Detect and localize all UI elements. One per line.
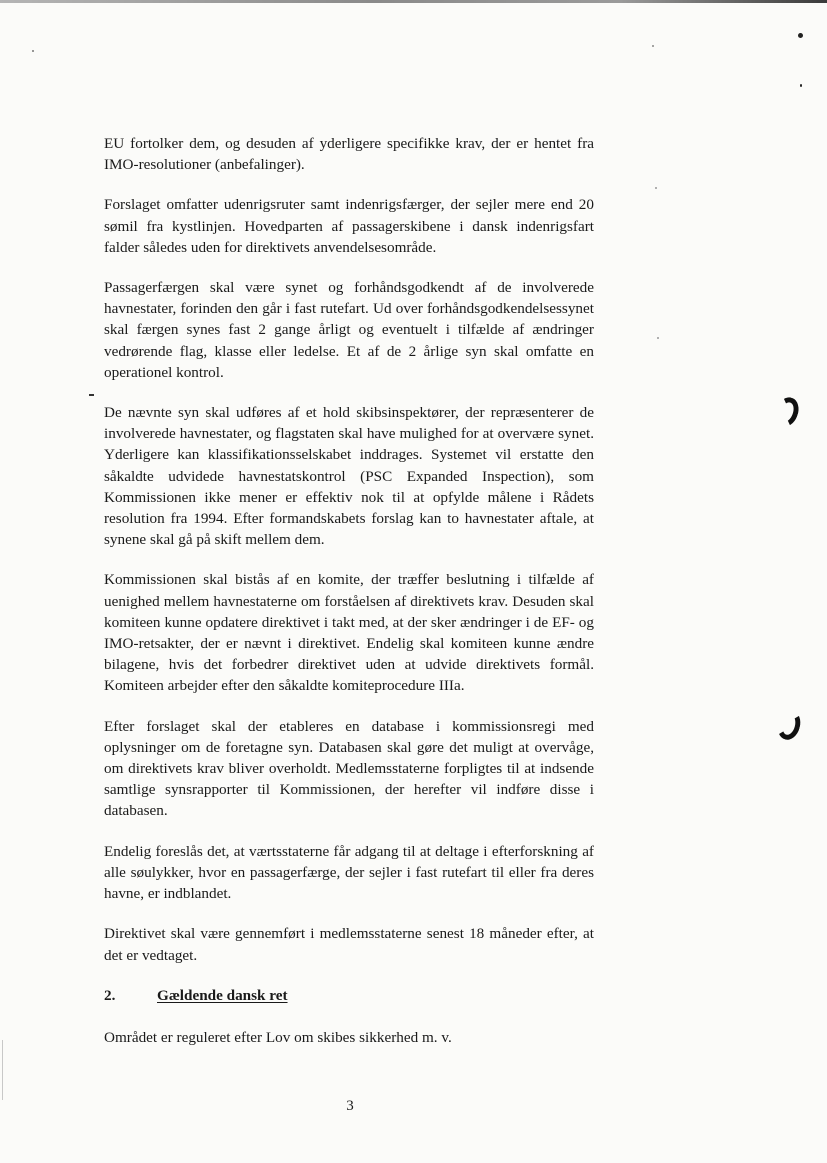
page-number: 3	[346, 1098, 354, 1114]
scan-speck	[798, 33, 803, 38]
paragraph: Endelig foreslås det, at værtsstaterne får adgang til at deltage i efterforskning af alle søulykker, hvor en passagerfærge, der sejler i fast rutefart til eller fra deres havne, er indblandet.	[104, 842, 594, 903]
section-heading	[104, 985, 594, 1006]
section-paragraph: Området er reguleret efter Lov om skibes sikkerhed m. v.	[104, 1028, 452, 1046]
paragraph: Kommissionen skal bistås af en komite, der træffer beslutning i tilfælde af uenighed mellem havnestaterne om forståelsen af direktivets krav. Desuden skal komiteen kunne opdatere direktivet i takt med, at der sker ændringer i de EF- og IMO-retsakter, der er nævnt i direktivet. Endelig skal komiteen kunne ændre bilagene, hvis det forbedrer direktivet uden at udvide direktivets formål. Komiteen arbejder efter den såkaldte komiteprocedure IIIa.	[104, 571, 594, 695]
section-title: Gældende dansk ret	[157, 986, 288, 1004]
scan-speck	[32, 50, 34, 52]
document-body	[104, 133, 594, 1067]
paragraph: De nævnte syn skal udføres af et hold skibsinspektører, der repræsenterer de involverede havnestater, og flagstaten skal have mulighed for at overvære synet. Yderligere kan klassifikationsselskabet inddrages. Systemet vil erstatte den såkaldte udvidede havnestatskontrol (PSC Expanded Inspection), som Kommissionen ikke mener er effektiv nok til at opfylde målene i Rådets resolution fra 1994. Efter formandskabets forslag kan to havnestater aftale, at synene skal gå på skift mellem dem.	[104, 404, 594, 549]
scan-speck	[657, 337, 659, 339]
paragraph: Forslaget omfatter udenrigsruter samt indenrigsfærger, der sejler mere end 20 sømil fra kystlinjen. Hovedparten af passagerskibene i dansk indenrigsfart falder således uden for direktivets anvendelsesområde.	[104, 196, 594, 256]
paragraph: Direktivet skal være gennemført i medlemsstaterne senest 18 måneder efter, at det er vedtaget.	[104, 925, 594, 964]
scan-top-edge	[0, 0, 827, 3]
punch-hole-mark	[772, 394, 803, 430]
section-number: 2.	[104, 986, 116, 1004]
paragraph: EU fortolker dem, og desuden af yderligere specifikke krav, der er hentet fra IMO-resolutioner (anbefalinger).	[104, 135, 594, 174]
margin-mark	[89, 394, 94, 396]
scan-artifact	[2, 1040, 3, 1100]
paragraph: Efter forslaget skal der etableres en database i kommissionsregi med oplysninger om de foretagne syn. Databasen skal gøre det muligt at overvåge, om direktivets krav bliver overholdt. Medlemsstaterne forpligtes til at indsende samtlige synsrapporter til Kommissionen, der herefter vil indføre disse i databasen.	[104, 717, 594, 820]
scan-speck	[652, 45, 654, 47]
scan-speck	[800, 84, 802, 87]
scan-speck	[655, 187, 657, 189]
punch-hole-mark	[774, 708, 803, 743]
paragraph: Passagerfærgen skal være synet og forhåndsgodkendt af de involverede havnestater, forinden den går i fast rutefart. Ud over forhåndsgodkendelsessynet skal færgen synes fast 2 gange årligt og eventuelt i tilfælde af ændringer vedrørende flag, klasse eller ledelse. Et af de 2 årlige syn skal omfatte en operationel kontrol.	[104, 279, 594, 381]
